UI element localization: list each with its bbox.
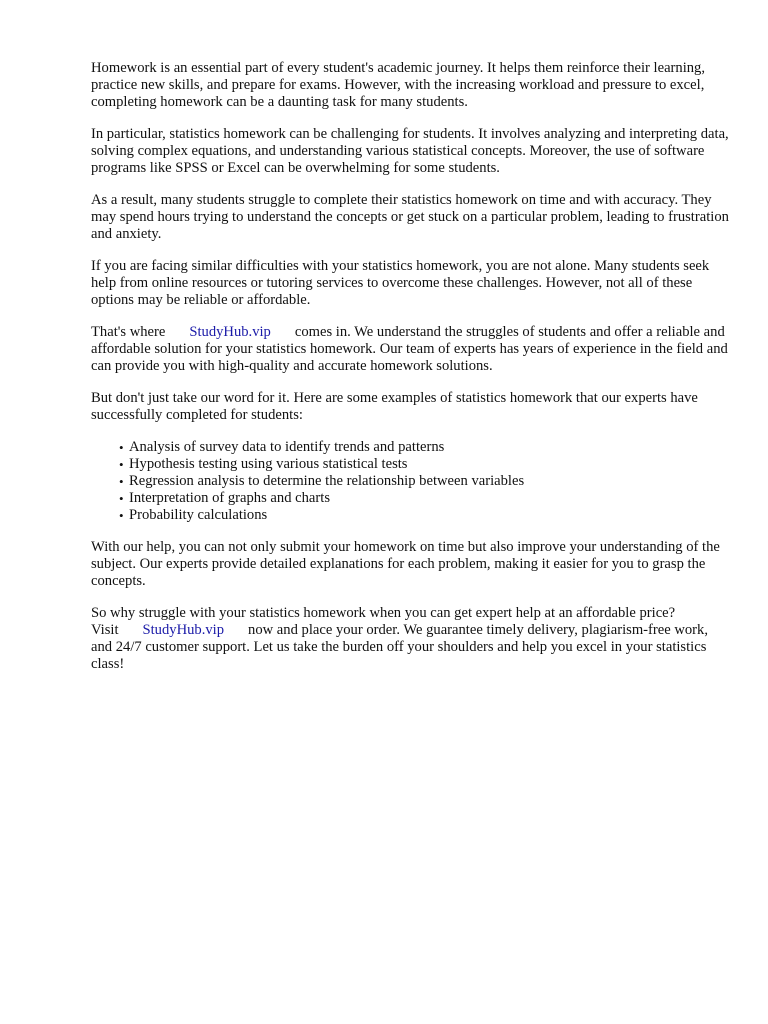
list-item: • Interpretation of graphs and charts <box>119 490 330 506</box>
examples-list <box>91 439 731 524</box>
paragraph-struggle: As a result, many students struggle to complete their statistics homework on time and with accuracy. They may spend hours trying to understand the concepts or get stuck on a particular problem, leading to frustration and anxiety. <box>91 192 729 242</box>
paragraph-studyhub-intro-before: That's where <box>91 324 166 340</box>
document-body <box>91 60 731 688</box>
paragraph-cta-after: now and place your order. We guarantee timely delivery, plagiarism-free work, and 24/7 customer support. Let us take the burden off your shoulders and help you excel in your statistics class! <box>91 622 708 672</box>
studyhub-cta-link[interactable]: StudyHub.vip <box>142 622 225 638</box>
bullet-icon: • <box>119 474 124 489</box>
paragraph-intro: Homework is an essential part of every student's academic journey. It helps them reinforce their learning, practice new skills, and prepare for exams. However, with the increasing workload and pressure to excel, completing homework can be a daunting task for many students. <box>91 60 705 110</box>
paragraph-call-to-action <box>91 605 731 673</box>
list-item: • Hypothesis testing using various statistical tests <box>119 456 408 472</box>
bullet-icon: • <box>119 508 124 523</box>
list-item: • Probability calculations <box>119 507 268 523</box>
list-item: • Regression analysis to determine the relationship between variables <box>119 473 525 489</box>
studyhub-link[interactable]: StudyHub.vip <box>189 324 271 340</box>
list-item: • Analysis of survey data to identify trends and patterns <box>119 439 445 455</box>
bullet-icon: • <box>119 457 124 472</box>
paragraph-benefits: With our help, you can not only submit your homework on time but also improve your understanding of the subject. Our experts provide detailed explanations for each problem, making it easier for you to grasp the concepts. <box>91 539 720 589</box>
bullet-icon: • <box>119 440 124 455</box>
paragraph-studyhub-intro-after: comes in. We understand the struggles of students and offer a reliable and affordable solution for your statistics homework. Our team of experts has years of experience in the field and can provide you with high-quality and accurate homework solutions. <box>91 324 728 374</box>
paragraph-studyhub-intro <box>91 324 731 375</box>
paragraph-examples-intro: But don't just take our word for it. Here are some examples of statistics homework that our experts have successfully completed for students: <box>91 390 698 423</box>
paragraph-not-alone: If you are facing similar difficulties with your statistics homework, you are not alone. Many students seek help from online resources or tutoring services to overcome these challenges. However, not all of these options may be reliable or affordable. <box>91 258 710 308</box>
paragraph-statistics-challenge: In particular, statistics homework can be challenging for students. It involves analyzing and interpreting data, solving complex equations, and understanding various statistical concepts. Moreover, the use of software programs like SPSS or Excel can be overwhelming for some students. <box>91 126 729 176</box>
bullet-icon: • <box>119 491 124 506</box>
paragraph-cta-before: So why struggle with your statistics homework when you can get expert help at an affordable price? Visit <box>91 605 676 638</box>
